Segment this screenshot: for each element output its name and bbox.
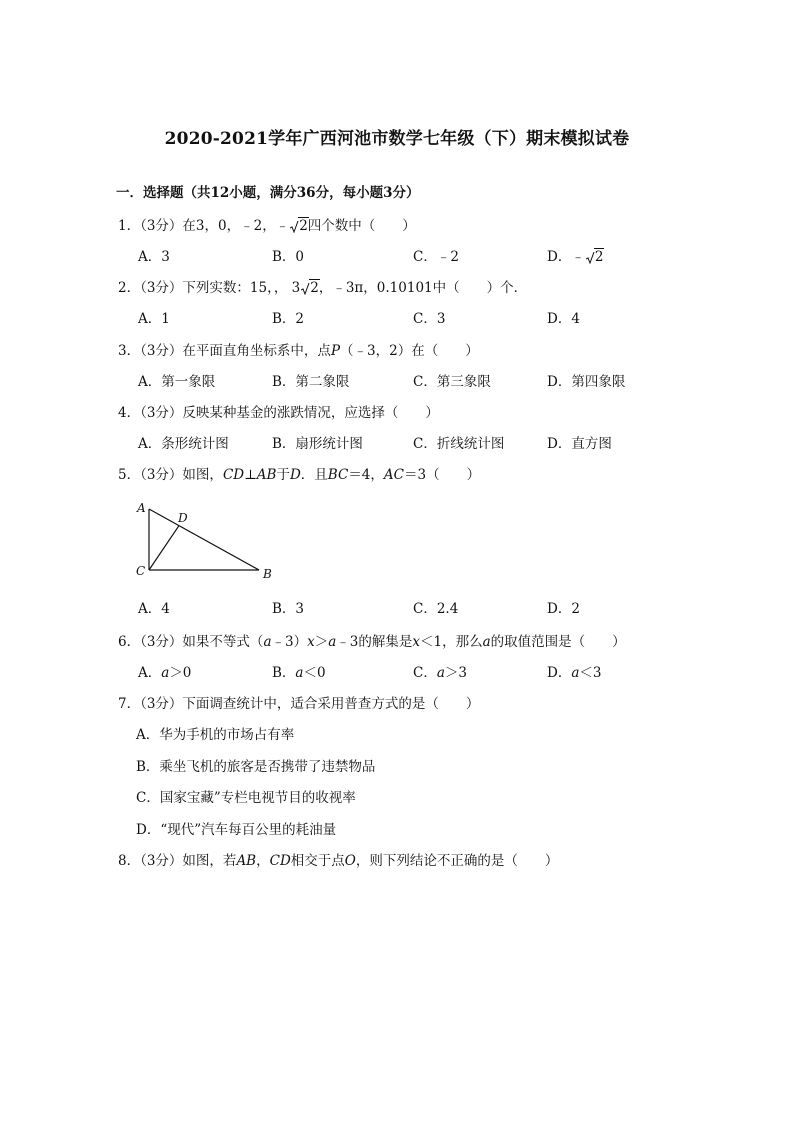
question-3-options — [138, 370, 698, 390]
sqrt-radical: 2 — [586, 249, 604, 265]
option-a: A．条形统计图 — [138, 436, 229, 452]
option-c: C．﹣2 — [413, 249, 459, 265]
question-7-option-c: C．国家宝藏”专栏电视节目的收视率 — [136, 790, 356, 806]
side-ab — [149, 509, 259, 570]
option-c: C．3 — [413, 311, 446, 327]
option-c: C．2.4 — [413, 601, 459, 617]
option-d: D．直方图 — [547, 436, 612, 452]
question-6-stem: 6．（3分）如果不等式（a﹣3）x＞a﹣3的解集是x＜1，那么a的取值范围是（ ） — [118, 634, 626, 650]
option-d: D．﹣ 2 — [547, 249, 604, 265]
option-c: C．折线统计图 — [413, 436, 505, 452]
option-d: D．a＜3 — [547, 665, 602, 681]
sqrt-radical: 2 — [290, 218, 308, 234]
question-7-option-d: D．“现代”汽车每百公里的耗油量 — [136, 822, 337, 838]
option-d: D．第四象限 — [547, 374, 626, 390]
question-4-stem: 4．（3分）反映某种基金的涨跌情况，应选择（ ） — [118, 405, 439, 421]
question-7-stem: 7．（3分）下面调查统计中，适合采用普查方式的是（ ） — [118, 696, 480, 712]
option-c: C．第三象限 — [413, 374, 491, 390]
option-b: B．扇形统计图 — [272, 436, 363, 452]
question-8-stem: 8．（3分）如图，若AB，CD相交于点O，则下列结论不正确的是（ ） — [118, 853, 559, 869]
vertex-label-a: A — [137, 501, 146, 515]
question-6-options — [138, 661, 698, 681]
option-b: B．3 — [272, 601, 305, 617]
question-4-options — [138, 432, 698, 452]
triangle-figure — [128, 498, 288, 584]
altitude-cd — [149, 526, 179, 570]
option-b: B．a＜0 — [272, 665, 326, 681]
option-b: B．第二象限 — [272, 374, 350, 390]
option-a: A．1 — [138, 311, 170, 327]
option-c: C．a＞3 — [413, 665, 467, 681]
option-d: D．2 — [547, 601, 580, 617]
question-7-option-a: A．华为手机的市场占有率 — [136, 727, 295, 743]
option-b: B．0 — [272, 249, 305, 265]
vertex-label-d: D — [178, 511, 188, 525]
question-1-options — [138, 245, 698, 265]
option-a: A．3 — [138, 249, 170, 265]
question-3-stem: 3．（3分）在平面直角坐标系中，点P（﹣3，2）在（ ） — [118, 343, 479, 359]
sqrt-radical: 2 — [301, 280, 319, 296]
vertex-label-b: B — [263, 567, 272, 581]
question-5-stem: 5．（3分）如图，CD⊥AB于D．且BC＝4，AC＝3（ ） — [118, 467, 481, 483]
option-d: D．4 — [547, 311, 580, 327]
option-a: A．a＞0 — [138, 665, 192, 681]
vertex-label-c: C — [136, 564, 146, 578]
question-5-options — [138, 597, 698, 617]
question-7-option-b: B．乘坐飞机的旅客是否携带了违禁物品 — [136, 759, 376, 775]
option-a: A．第一象限 — [138, 374, 216, 390]
option-b: B．2 — [272, 311, 305, 327]
question-2-stem: 2．（3分）下列实数：15，， 3 2，﹣3π，0.10101中（ ）个． — [118, 280, 528, 296]
question-1-stem: 1．（3分）在3，0，﹣2，﹣ 2四个数中（ ） — [118, 218, 416, 234]
triangle-lines — [149, 509, 259, 570]
question-2-options — [138, 307, 698, 327]
option-a: A．4 — [138, 601, 170, 617]
page-title: 2020-2021学年广西河池市数学七年级（下）期末模拟试卷 — [164, 129, 630, 149]
section-heading: 一．选择题（共12小题，满分36分，每小题3分） — [116, 185, 420, 201]
